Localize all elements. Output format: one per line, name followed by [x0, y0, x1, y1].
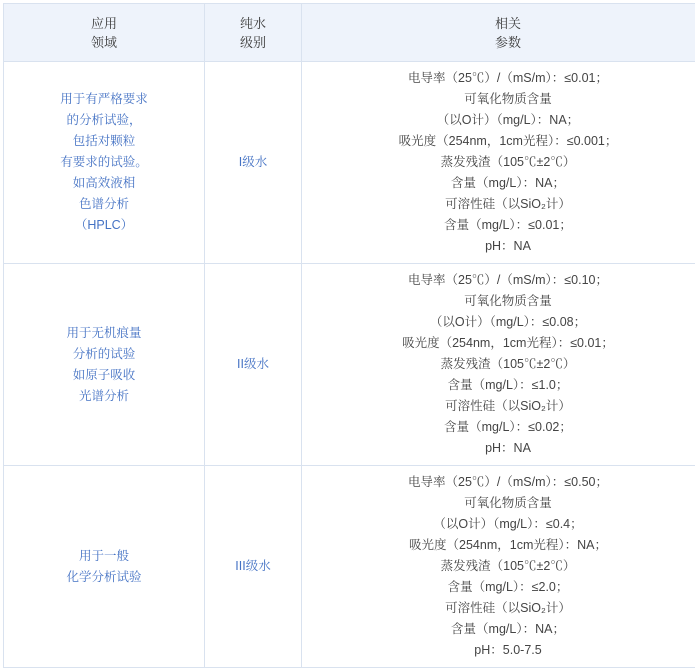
- header-grade-line2: 级别: [209, 33, 297, 52]
- table-body: [4, 62, 695, 668]
- cell-parameters: 电导率（25℃）/（mS/m）：≤0.50； 可氧化物质含量 （以O计）（mg/L）：≤0.4； 吸光度（254nm，1cm光程）：NA； 蒸发残渣（105℃±2℃） 含量（mg/L）：≤2.0； 可溶性硅（以SiO₂计） 含量（mg/L）：NA； pH：5.0-7.5: [302, 466, 695, 668]
- cell-parameters: 电导率（25℃）/（mS/m）：≤0.10； 可氧化物质含量 （以O计）（mg/L）：≤0.08； 吸光度（254nm，1cm光程）：≤0.01； 蒸发残渣（105℃±2℃） 含量（mg/L）：≤1.0； 可溶性硅（以SiO₂计） 含量（mg/L）：≤0.02； pH：NA: [302, 264, 695, 466]
- water-grade-spec-table: [3, 3, 695, 668]
- cell-application: 用于无机痕量 分析的试验 如原子吸收 光谱分析: [4, 264, 205, 466]
- table-row: [4, 264, 695, 466]
- table-row: [4, 466, 695, 668]
- cell-parameters: 电导率（25℃）/（mS/m）：≤0.01； 可氧化物质含量 （以O计）（mg/L）：NA； 吸光度（254nm，1cm光程）：≤0.001； 蒸发残渣（105℃±2℃） 含量（mg/L）：NA； 可溶性硅（以SiO₂计） 含量（mg/L）：≤0.01； pH：NA: [302, 62, 695, 264]
- header-grade: [205, 4, 302, 62]
- header-parameters-line1: 相关: [306, 14, 695, 33]
- cell-grade: II级水: [205, 264, 302, 466]
- table-header: [4, 4, 695, 62]
- header-row: [4, 4, 695, 62]
- cell-application: 用于有严格要求 的分析试验， 包括对颗粒 有要求的试验。 如高效液相 色谱分析 （HPLC）: [4, 62, 205, 264]
- cell-grade: I级水: [205, 62, 302, 264]
- header-application-line1: 应用: [8, 14, 200, 33]
- cell-application: 用于一般 化学分析试验: [4, 466, 205, 668]
- table-row: [4, 62, 695, 264]
- header-application-line2: 领域: [8, 33, 200, 52]
- water-grade-spec-table-container: [0, 3, 695, 488]
- header-parameters-line2: 参数: [306, 33, 695, 52]
- header-parameters: [302, 4, 695, 62]
- cell-grade: III级水: [205, 466, 302, 668]
- header-grade-line1: 纯水: [209, 14, 297, 33]
- header-application: [4, 4, 205, 62]
